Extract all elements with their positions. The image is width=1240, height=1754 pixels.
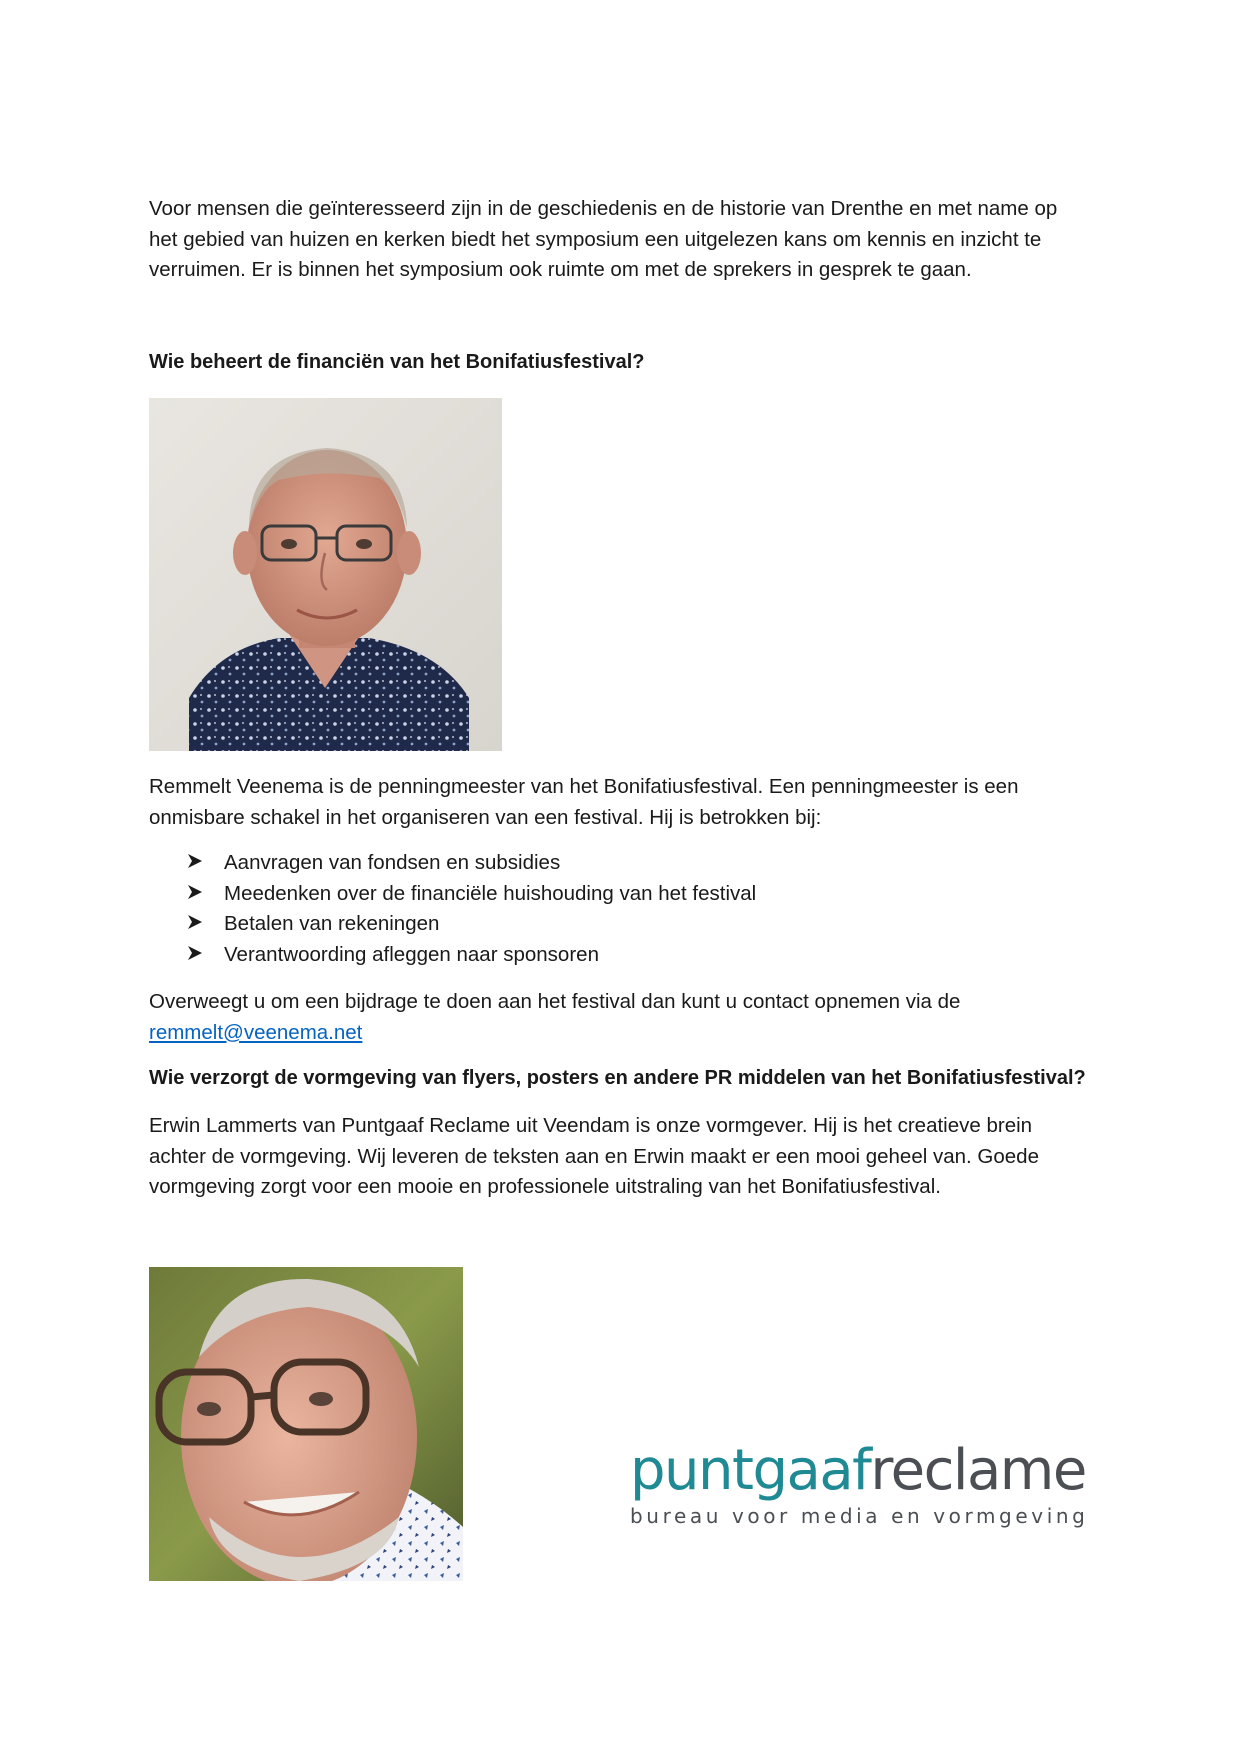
logo-tagline: bureau voor media en vormgeving — [630, 1504, 1089, 1528]
intro-line: Voor mensen die geïnteresseerd zijn in de geschiedenis en de historie van Drenthe en met name op — [149, 197, 1058, 220]
finance-heading: Wie beheert de financiën van het Bonifatiusfestival? — [149, 351, 645, 373]
list-item-text: Betalen van rekeningen — [224, 912, 440, 935]
designer-photo — [149, 1267, 463, 1581]
description-line: onmisbare schakel in het organiseren van een festival. Hij is betrokken bij: — [149, 805, 822, 829]
logo-part-reclame: reclame — [870, 1438, 1086, 1503]
description-line: Remmelt Veenema is de penningmeester van het Bonifatiusfestival. Een penningmeester is een — [149, 775, 1019, 798]
treasurer-description — [149, 772, 1099, 833]
list-item — [187, 848, 756, 879]
intro-paragraph — [149, 194, 1099, 286]
list-item — [187, 940, 756, 971]
description-line: Erwin Lammerts van Puntgaaf Reclame uit Veendam is onze vormgever. Hij is het creatieve brein — [149, 1114, 1033, 1137]
description-line: vormgeving zorgt voor een mooie en professionele uitstraling van het Bonifatiusfestival. — [149, 1175, 941, 1198]
arrow-bullet-icon — [187, 879, 224, 910]
description-line: achter de vormgeving. Wij leveren de teksten aan en Erwin maakt er een mooi geheel van. Goede — [149, 1144, 1039, 1168]
responsibility-list — [187, 848, 756, 970]
arrow-bullet-icon — [187, 909, 224, 940]
arrow-bullet-icon — [187, 848, 224, 879]
list-item-text: Meedenken over de financiële huishouding van het festival — [224, 881, 757, 905]
treasurer-photo — [149, 398, 502, 751]
puntgaaf-reclame-logo — [630, 1438, 1089, 1528]
list-item-text: Aanvragen van fondsen en subsidies — [224, 851, 561, 874]
intro-line: het gebied van huizen en kerken biedt het symposium een uitgelezen kans om kennis en inzicht te — [149, 227, 1042, 251]
contact-paragraph — [149, 987, 1099, 1048]
list-item — [187, 909, 756, 940]
email-link[interactable]: remmelt@veenema.net — [149, 1020, 363, 1044]
design-heading: Wie verzorgt de vormgeving van flyers, posters en andere PR middelen van het Bonifatiusfestival? — [149, 1067, 1086, 1089]
intro-line: verruimen. Er is binnen het symposium ook ruimte om met de sprekers in gesprek te gaan. — [149, 258, 972, 281]
contact-text: Overweegt u om een bijdrage te doen aan het festival dan kunt u contact opnemen via de — [149, 990, 961, 1013]
list-item — [187, 879, 756, 910]
logo-part-puntgaaf: puntgaaf — [630, 1438, 871, 1503]
portrait-image — [149, 1267, 463, 1581]
logo-wordmark — [630, 1438, 1086, 1503]
list-item-text: Verantwoording afleggen naar sponsoren — [224, 942, 599, 966]
arrow-bullet-icon — [187, 940, 224, 971]
portrait-image — [149, 398, 502, 751]
designer-description — [149, 1111, 1099, 1203]
